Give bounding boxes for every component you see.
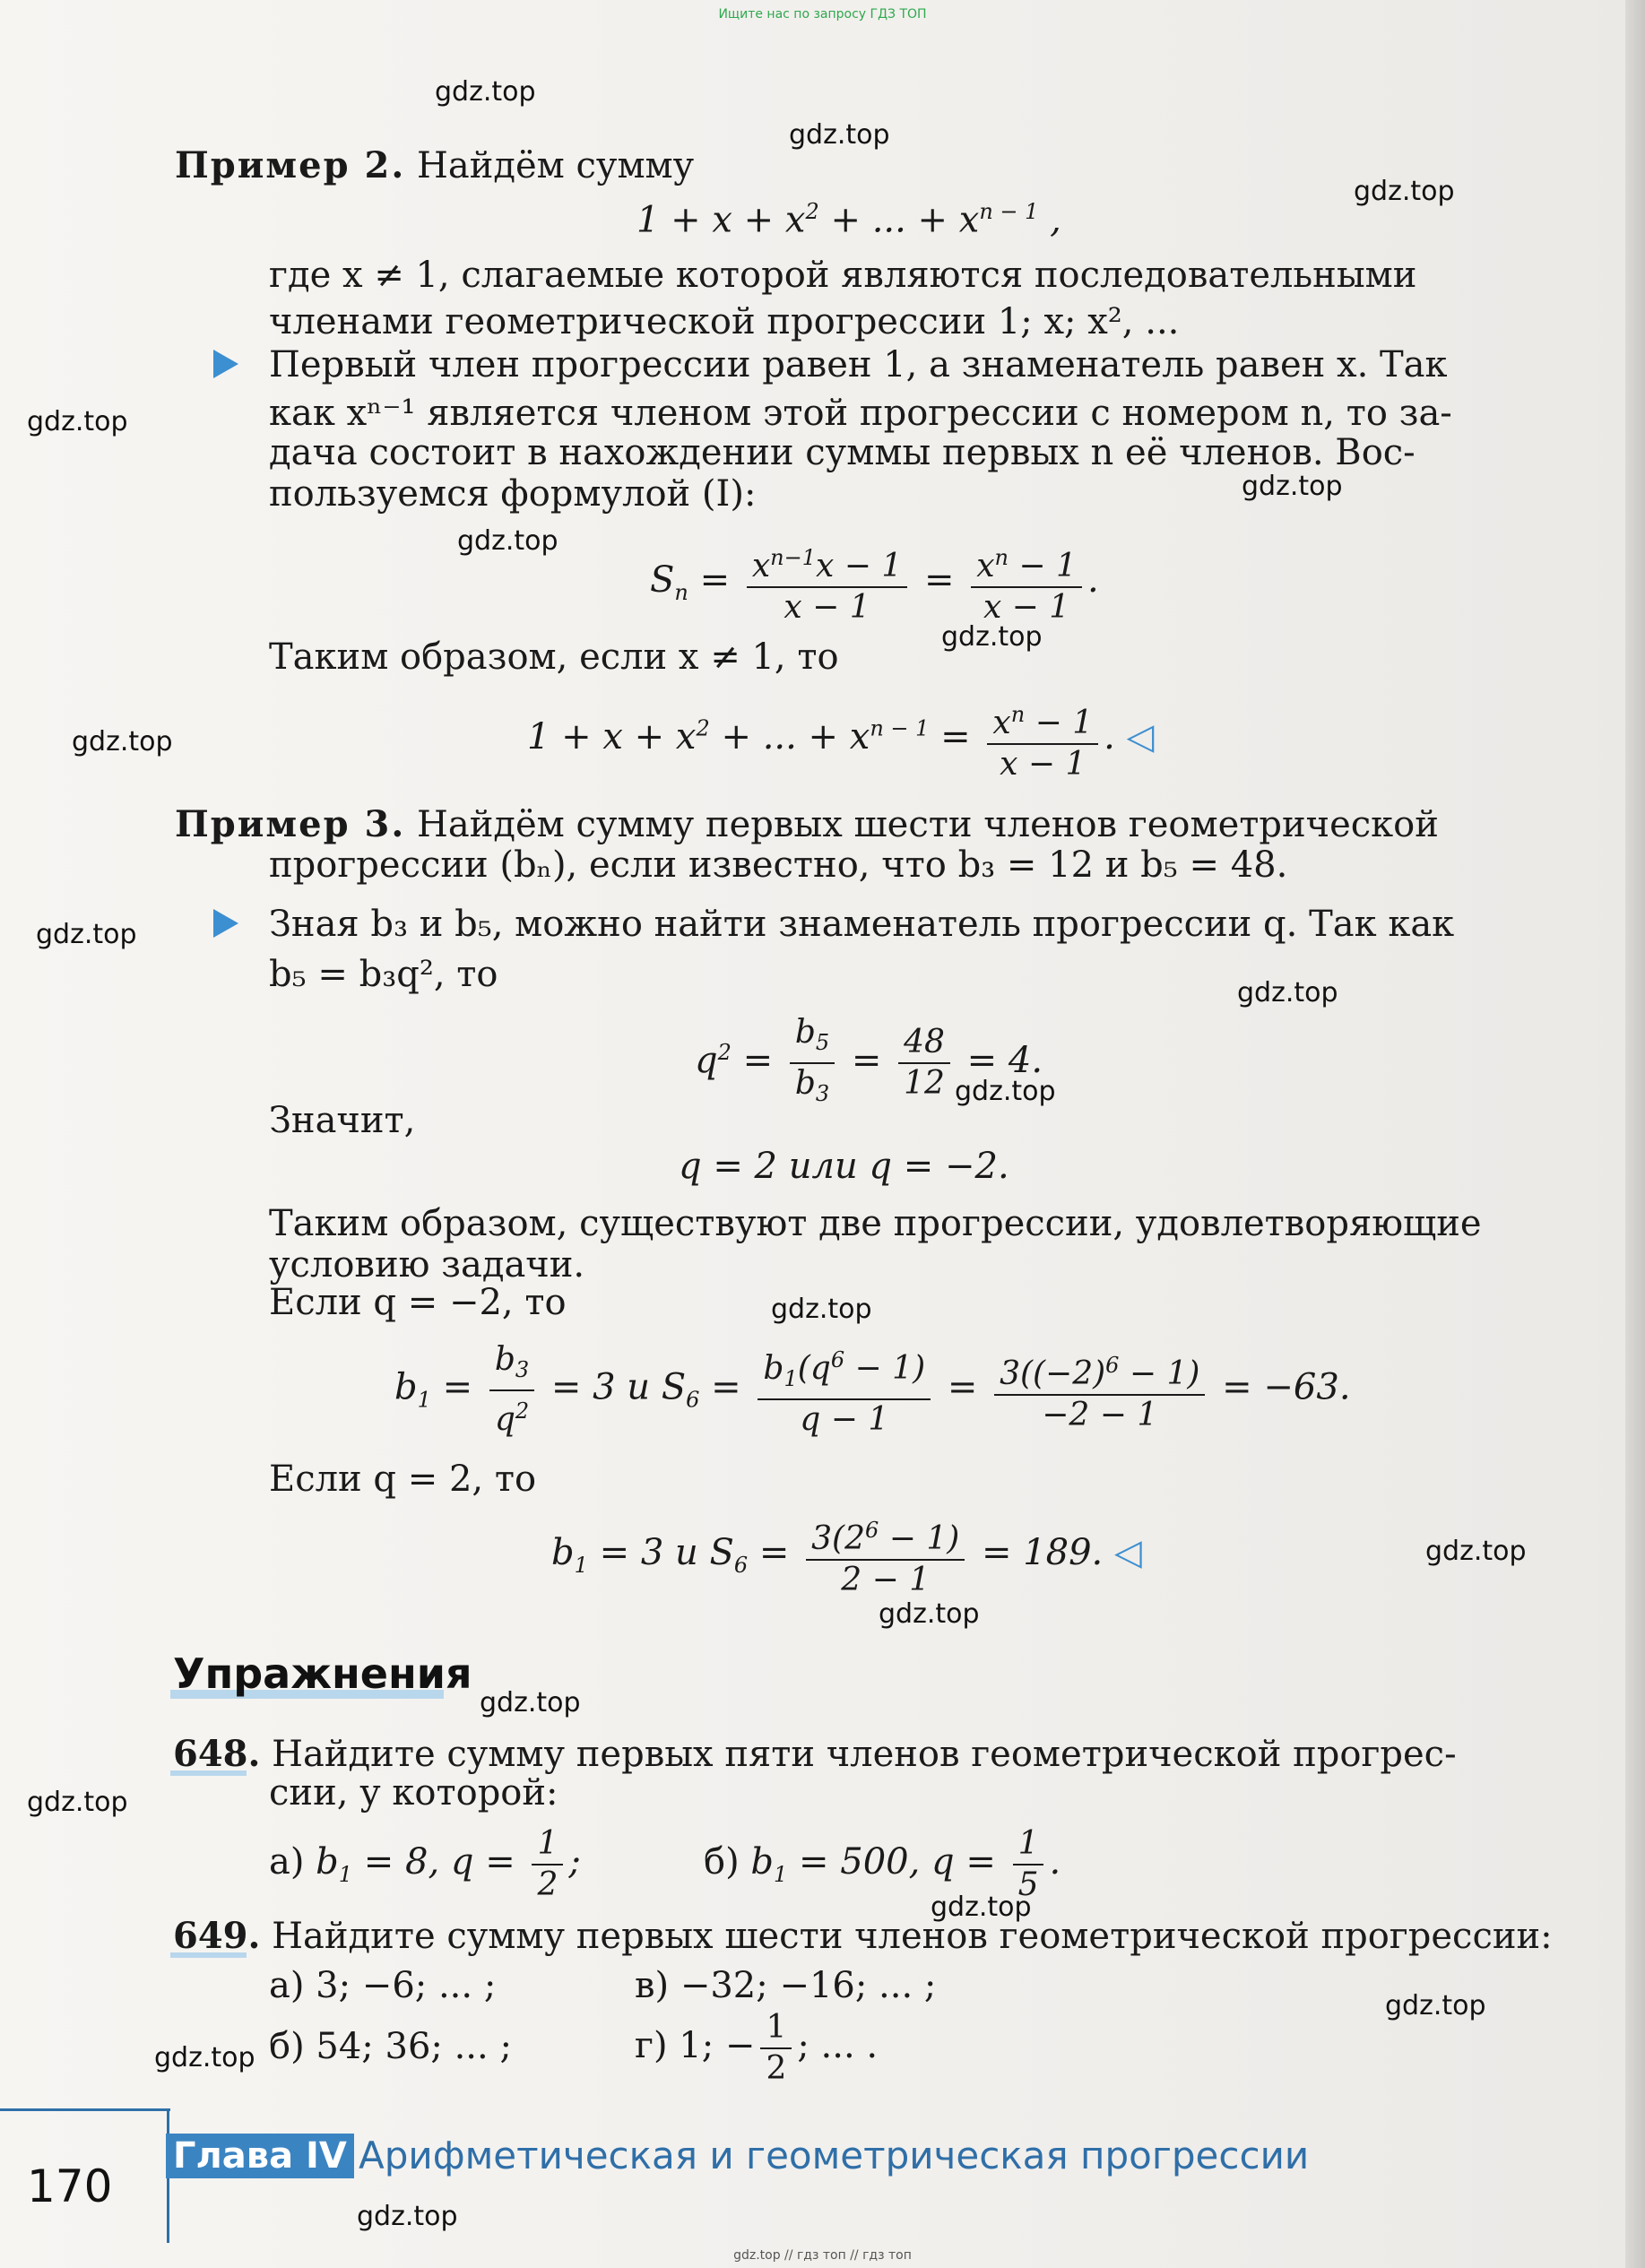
watermark: gdz.top [480,1687,581,1718]
exercise-648-number: 648. [173,1733,261,1775]
example3-if-neg: Если q = −2, то [269,1282,567,1323]
watermark: gdz.top [1242,471,1343,502]
example2-sol1: Первый член прогрессии равен 1, а знаменатель равен x. Так [269,344,1448,385]
exercise-649-g: г) 1; − $\frac{1}{2}$ ; ... . [635,2009,879,2087]
end-of-solution-icon: ◁ [1114,1532,1142,1573]
exercise-649-g-prefix: г) 1; [635,2025,714,2066]
exercise-649-b: б) 54; 36; ... ; [269,2026,512,2067]
q-squared-formula: $q^2$ = $\frac{b_5}{b_3}$ = $\frac{48}{12}$ = 4. [695,1014,1043,1107]
watermark: gdz.top [931,1891,1032,1923]
exercise-649-text1: Найдите сумму первых шести членов геометрической прогрессии: [272,1916,1553,1957]
example2-sum-expression: $1 + x + x^2$ + ... + $x^{n - 1}$ , [636,199,1061,241]
example2-thus: Таким образом, если x ≠ 1, то [269,636,839,678]
example2-intro: Найдём сумму [416,145,695,186]
watermark: gdz.top [941,621,1043,653]
watermark: gdz.top [1354,176,1455,207]
watermark: gdz.top [955,1076,1056,1107]
positive-q-formula: $b_1 = 3$ и $S_6$ = $\frac{3(2^6 - 1)}{2 - 1}$ = 189. ◁ [551,1511,1142,1600]
example3-line2: прогрессии (bₙ), если известно, что b₃ = 12 и b₅ = 48. [269,844,1288,886]
example2-label: Пример 2. [175,144,406,186]
solution-arrow-icon [213,909,238,938]
watermark: gdz.top [357,2201,458,2232]
exercise-648-text1: Найдите сумму первых пяти членов геометрической прогрес- [272,1734,1457,1775]
example2-heading [175,143,694,188]
example2-sol2: как xⁿ⁻¹ является членом этой прогрессии с номером n, то за- [269,393,1452,434]
end-of-solution-icon: ◁ [1126,716,1155,757]
exercise-648-a: а) $b_1 = 8$, q = $\frac{1}{2}$ ; [269,1825,581,1903]
watermark: gdz.top [27,406,128,437]
example3-thus1: Таким образом, существуют две прогрессии, удовлетворяющие [269,1203,1482,1244]
example3-sol2: b₅ = b₃q², то [269,954,498,995]
negative-q-formula: $b_1$ = $\frac{b_3}{q^2}$ = 3 и $S_6$ = $\frac{b_1(q^6 - 1)}{q - 1}$ = $\frac{3((-2)^6 - 1)}{-2 - 1}$ = −63. [394,1341,1351,1439]
watermark: gdz.top [27,1787,128,1818]
page-number: 170 [27,2160,113,2212]
watermark: gdz.top [457,525,558,557]
chapter-label: Глава IV [166,2134,354,2178]
example3-means: Значит, [269,1100,416,1141]
example2-line2: где x ≠ 1, слагаемые которой являются последовательными [269,255,1417,296]
watermark: gdz.top [36,919,137,950]
example2-sol3: дача состоит в нахождении суммы первых n её членов. Вос- [269,432,1416,473]
page-spine [1625,0,1645,2268]
example3-label: Пример 3. [175,803,406,845]
watermark: gdz.top [72,726,173,757]
footer-rule [0,2108,170,2111]
watermark: gdz.top [789,119,890,151]
example3-thus2: условию задачи. [269,1244,585,1285]
footer-note: gdz.top // гдз топ // гдз топ [733,2248,912,2263]
watermark: gdz.top [435,76,536,108]
exercise-649 [173,1914,1553,1959]
example3-if-pos: Если q = 2, то [269,1459,537,1500]
exercise-649-a: а) 3; −6; ... ; [269,1965,497,2006]
watermark: gdz.top [154,2042,255,2073]
exercise-648-text2: сии, у которой: [269,1772,558,1814]
watermark: gdz.top [1237,977,1338,1008]
watermark: gdz.top [771,1294,872,1325]
header-note: Ищите нас по запросу ГДЗ ТОП [718,7,927,22]
solution-arrow-icon [213,350,238,378]
chapter-title: Арифметическая и геометрическая прогрессии [359,2134,1310,2177]
example3-heading [175,802,1439,847]
sum-result-formula: $1 + x + x^2$ + ... + $x^{n - 1}$ = $\frac{x^n - 1}{x - 1}$ . ◁ [527,695,1154,784]
exercise-649-number: 649. [173,1915,261,1957]
watermark: gdz.top [879,1598,980,1630]
example2-sol4: пользуемся формулой (I): [269,473,757,515]
exercise-649-v: в) −32; −16; ... ; [635,1965,937,2006]
exercises-title: Упражнения [173,1649,472,1698]
q-values: q = 2 или q = −2. [679,1146,1009,1187]
exercise-648-b: б) $b_1 = 500$, q = $\frac{1}{5}$ . [704,1825,1061,1903]
example3-line1: Найдём сумму первых шести членов геометрической [416,804,1439,845]
example3-sol1: Зная b₃ и b₅, можно найти знаменатель прогрессии q. Так как [269,904,1455,945]
sn-formula: $S_n$ = $\frac{x^{n-1}x - 1}{x - 1}$ = $\frac{x^n - 1}{x - 1}$ . [650,538,1099,628]
example2-line3: членами геометрической прогрессии 1; x; x², ... [269,301,1180,342]
watermark: gdz.top [1425,1536,1527,1567]
watermark: gdz.top [1385,1990,1486,2021]
